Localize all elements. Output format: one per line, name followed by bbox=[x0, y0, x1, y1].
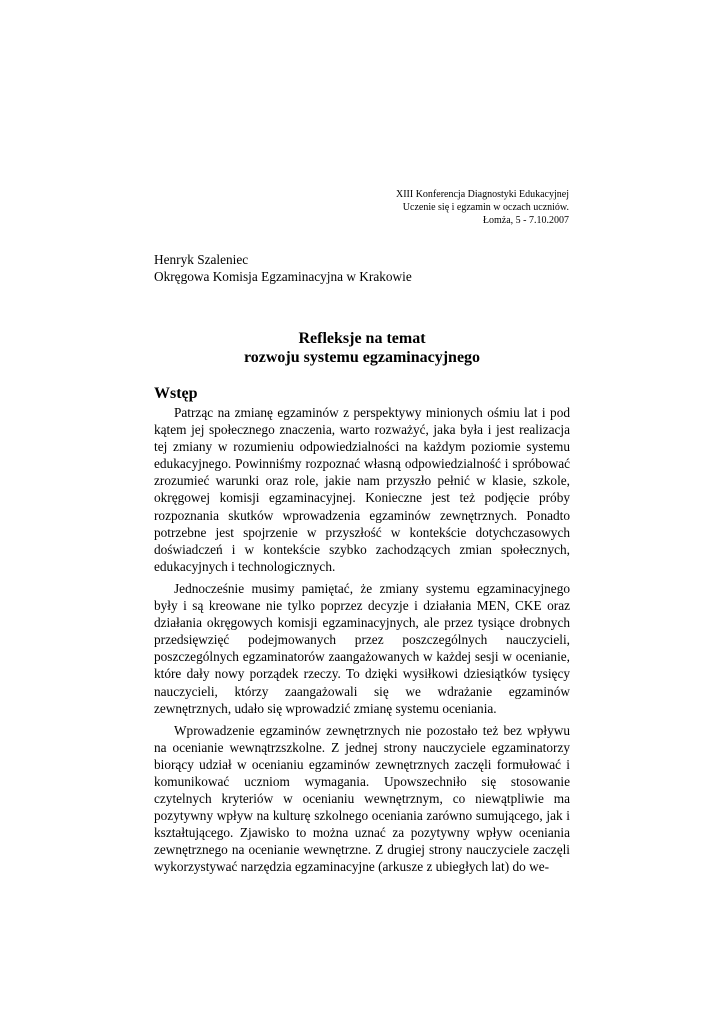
section-heading: Wstęp bbox=[154, 385, 198, 402]
author-affiliation: Okręgowa Komisja Egzaminacyjna w Krakowie bbox=[154, 269, 412, 284]
conference-subtitle: Uczenie się i egzamin w oczach uczniów. bbox=[402, 202, 569, 213]
conference-place-date: Łomża, 5 - 7.10.2007 bbox=[482, 215, 569, 226]
author-block bbox=[154, 251, 412, 285]
body-text bbox=[154, 404, 570, 881]
paragraph-1: Patrząc na zmianę egzaminów z perspektywy minionych ośmiu lat i pod kątem jej społecznego znaczenia, warto rozważyć, jaka była i jest realizacja tej zmiany w rozumieniu odpowiedzialności na każdym poziomie systemu edukacyjnego. Powinniśmy rozpoznać własną odpowiedzialność i spróbować zrozumieć warunki oraz role, jakie nam przyszło pełnić w klasie, szkole, okręgowej komisji egzaminacyjnej. Konieczne jest też podjęcie próby rozpoznania skutków wprowadzenia egzaminów zewnętrznych. Ponadto potrzebne jest spojrzenie w przyszłość w kontekście dotychczasowych doświadczeń i w kontekście szybko zachodzących zmian społecznych, edukacyjnych i technologicznych. bbox=[154, 405, 570, 574]
author-name: Henryk Szaleniec bbox=[154, 252, 249, 267]
conference-name: XIII Konferencja Diagnostyki Edukacyjnej bbox=[396, 189, 569, 200]
paper-title bbox=[154, 329, 570, 367]
paragraph-3: Wprowadzenie egzaminów zewnętrznych nie pozostało też bez wpływu na ocenianie wewnątrzszkolne. Z jednej strony nauczyciele egzaminatorzy biorący udział w ocenianiu egzaminów zewnętrznych zaczęli formułować i komunikować uczniom wymagania. Upowszechniło się stosowanie czytelnych kryteriów w ocenianiu wewnętrznym, co niewątpliwie ma pozytywny wpływ na kulturę szkolnego oceniania zarówno sumującego, jak i kształtującego. Zjawisko to można uznać za pozytywny wpływ oceniania zewnętrznego na ocenianie wewnętrzne. Z drugiej strony nauczyciele zaczęli wykorzystywać narzędzia egzaminacyjne (arkusze z ubiegłych lat) do we- bbox=[154, 722, 570, 875]
paper-title-line-1: Refleksje na temat bbox=[298, 330, 426, 347]
conference-header bbox=[396, 188, 569, 227]
paper-title-line-2: rozwoju systemu egzaminacyjnego bbox=[243, 349, 481, 366]
paragraph-2: Jednocześnie musimy pamiętać, że zmiany systemu egzaminacyjnego były i są kreowane nie tylko poprzez decyzje i działania MEN, CKE oraz działania okręgowych komisji egzaminacyjnych, ale przez tysiące drobnych przedsięwzięć podejmowanych przez poszczególnych nauczycieli, poszczególnych egzaminatorów zaangażowanych w każdej sesji w ocenianie, które dały nowy porządek rzeczy. To dzięki wysiłkowi dziesiątków tysięcy nauczycieli, którzy zaangażowali się we wdrażanie egzaminów zewnętrznych, udało się wprowadzić zmianę systemu oceniania. bbox=[154, 580, 570, 716]
